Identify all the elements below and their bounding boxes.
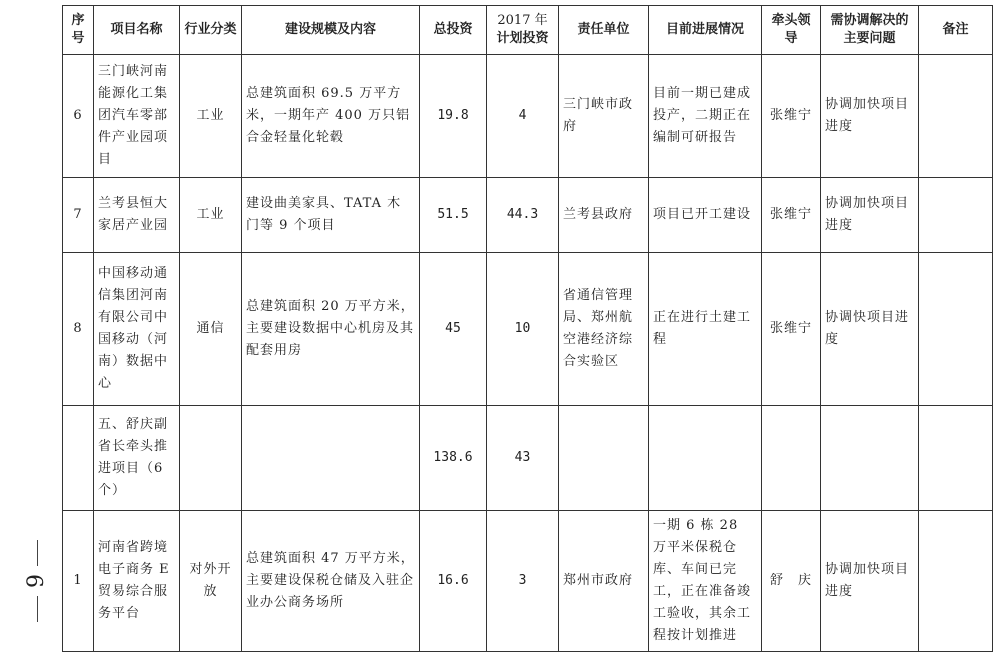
header-name: 项目名称 xyxy=(94,6,180,55)
header-leader: 牵头领导 xyxy=(762,6,821,55)
cell-total: 19.8 xyxy=(420,55,487,178)
cell-issues: 协调加快项目进度 xyxy=(821,55,919,178)
cell-scope xyxy=(242,406,420,511)
header-issues xyxy=(821,6,919,55)
table-row xyxy=(63,178,993,253)
cell-total: 45 xyxy=(420,253,487,406)
cell-industry: 对外开放 xyxy=(180,511,242,652)
header-industry: 行业分类 xyxy=(180,6,242,55)
cell-notes xyxy=(919,511,993,652)
cell-industry xyxy=(180,406,242,511)
cell-seq: 6 xyxy=(63,55,94,178)
header-total-investment: 总投资 xyxy=(420,6,487,55)
cell-progress: 项目已开工建设 xyxy=(649,178,762,253)
cell-notes xyxy=(919,55,993,178)
cell-leader: 张维宁 xyxy=(762,55,821,178)
header-scope: 建设规模及内容 xyxy=(242,6,420,55)
cell-name: 中国移动通信集团河南有限公司中国移动（河南）数据中心 xyxy=(94,253,180,406)
header-seq: 序号 xyxy=(63,6,94,55)
page-number: 9 xyxy=(24,574,49,588)
table-row xyxy=(63,406,993,511)
table-row xyxy=(63,55,993,178)
cell-unit: 郑州市政府 xyxy=(559,511,649,652)
cell-unit: 三门峡市政府 xyxy=(559,55,649,178)
cell-scope: 总建筑面积 69.5 万平方米，一期年产 400 万只铝合金轻量化轮毂 xyxy=(242,55,420,178)
header-plan-investment xyxy=(487,6,559,55)
cell-name: 兰考县恒大家居产业园 xyxy=(94,178,180,253)
header-issues-line1: 需协调解决的 xyxy=(830,13,909,29)
cell-leader: 张维宁 xyxy=(762,253,821,406)
cell-leader: 张维宁 xyxy=(762,178,821,253)
project-table xyxy=(62,5,993,652)
cell-scope: 总建筑面积 20 万平方米，主要建设数据中心机房及其配套用房 xyxy=(242,253,420,406)
cell-seq: 7 xyxy=(63,178,94,253)
cell-progress: 正在进行土建工程 xyxy=(649,253,762,406)
cell-progress: 一期 6 栋 28 万平米保税仓库、车间已完工，正在准备竣工验收，其余工程按计划推进 xyxy=(649,511,762,652)
cell-industry: 工业 xyxy=(180,55,242,178)
header-issues-line2: 主要问题 xyxy=(843,31,896,46)
cell-scope: 建设曲美家具、TATA 木门等 9 个项目 xyxy=(242,178,420,253)
cell-leader: 舒 庆 xyxy=(762,511,821,652)
cell-seq xyxy=(63,406,94,511)
header-plan-label: 计划投资 xyxy=(496,31,549,46)
cell-notes xyxy=(919,406,993,511)
cell-seq: 8 xyxy=(63,253,94,406)
cell-total: 51.5 xyxy=(420,178,487,253)
cell-name: 五、舒庆副省长牵头推进项目（6 个） xyxy=(94,406,180,511)
cell-total: 16.6 xyxy=(420,511,487,652)
cell-notes xyxy=(919,178,993,253)
cell-seq: 1 xyxy=(63,511,94,652)
header-progress: 目前进展情况 xyxy=(649,6,762,55)
cell-plan: 4 xyxy=(487,55,559,178)
table-row xyxy=(63,253,993,406)
cell-issues: 协调加快项目进度 xyxy=(821,178,919,253)
cell-unit xyxy=(559,406,649,511)
cell-notes xyxy=(919,253,993,406)
header-notes: 备注 xyxy=(919,6,993,55)
cell-issues: 协调快项目进度 xyxy=(821,253,919,406)
cell-name: 三门峡河南能源化工集团汽车零部件产业园项目 xyxy=(94,55,180,178)
cell-progress: 目前一期已建成投产，二期正在编制可研报告 xyxy=(649,55,762,178)
cell-plan: 10 xyxy=(487,253,559,406)
cell-plan: 3 xyxy=(487,511,559,652)
page-number-margin xyxy=(22,540,52,650)
cell-industry: 工业 xyxy=(180,178,242,253)
cell-leader xyxy=(762,406,821,511)
cell-plan: 44.3 xyxy=(487,178,559,253)
page-number-dash-bottom xyxy=(37,596,38,622)
header-responsible-unit: 责任单位 xyxy=(559,6,649,55)
header-plan-year: 2017 年 xyxy=(497,13,548,29)
cell-unit: 省通信管理局、郑州航空港经济综合实验区 xyxy=(559,253,649,406)
cell-name: 河南省跨境电子商务 E 贸易综合服务平台 xyxy=(94,511,180,652)
page-number-dash-top xyxy=(37,540,38,566)
cell-issues xyxy=(821,406,919,511)
cell-progress xyxy=(649,406,762,511)
cell-issues: 协调加快项目进度 xyxy=(821,511,919,652)
cell-plan: 43 xyxy=(487,406,559,511)
cell-scope: 总建筑面积 47 万平方米，主要建设保税仓储及入驻企业办公商务场所 xyxy=(242,511,420,652)
table-row xyxy=(63,511,993,652)
cell-total: 138.6 xyxy=(420,406,487,511)
cell-unit: 兰考县政府 xyxy=(559,178,649,253)
header-row xyxy=(63,6,993,55)
cell-industry: 通信 xyxy=(180,253,242,406)
